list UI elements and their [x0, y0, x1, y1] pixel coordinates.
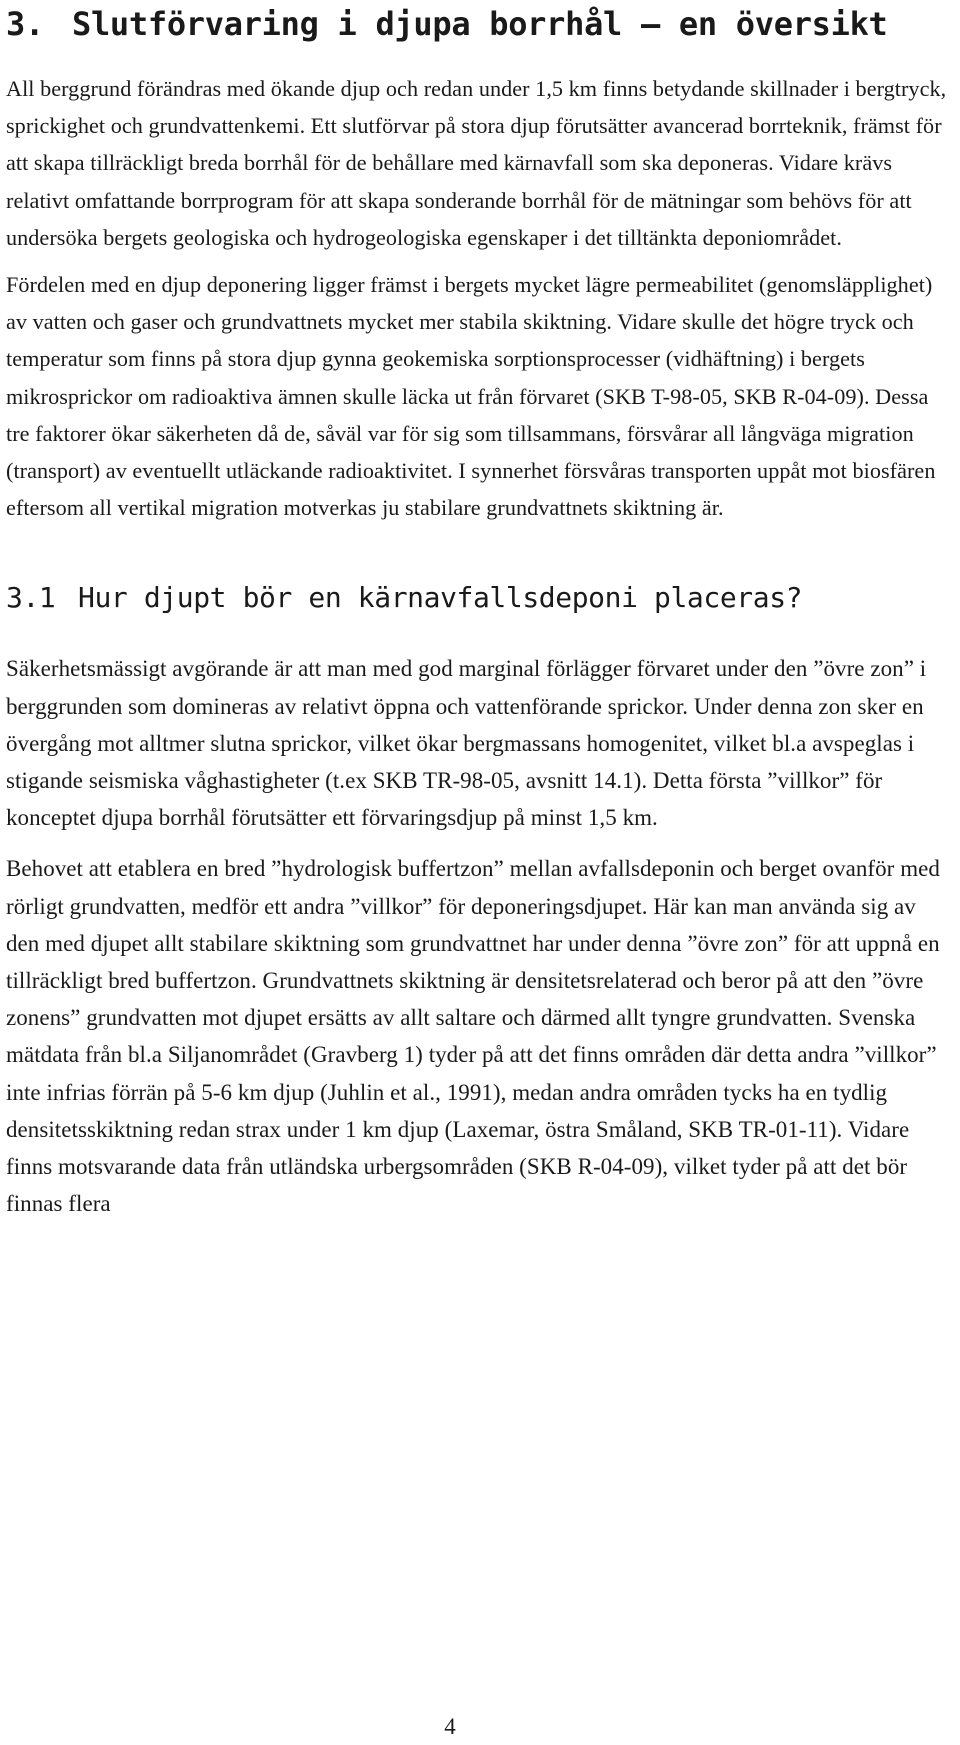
- body-paragraph: Behovet att etablera en bred ”hydrologisk buffertzon” mellan avfallsdeponin och berget ovanför med rörligt grundvatten, medför ett andra ”villkor” för deponeringsdjupet. Här kan man använda sig av den med djupet allt stabilare skiktning som grundvattnet har under denna ”övre zon” för att uppnå en tillräckligt bred buffertzon. Grundvattnets skiktning är densitetsrelaterad och beror på att den ”övre zonens” grundvatten mot djupet ersätts av allt saltare och därmed allt tyngre grundvatten. Svenska mätdata från bl.a Siljanområdet (Gravberg 1) tyder på att det finns områden där detta andra ”villkor” inte infrias förrän på 5-6 km djup (Juhlin et al., 1991), medan andra områden tycks ha en tydlig densitetsskiktning redan strax under 1 km djup (Laxemar, östra Småland, SKB TR-01-11). Vidare finns motsvarande data från utländska urbergsområden (SKB R-04-09), vilket tyder på att det bör finnas flera: [6, 856, 940, 1217]
- section-3: [6, 0, 950, 526]
- body-paragraph: Fördelen med en djup deponering ligger främst i bergets mycket lägre permeabilitet (genomsläpplighet) av vatten och gaser och grundvattnets mycket mer stabila skiktning. Vidare skulle det högre tryck och temperatur som finns på stora djup gynna geokemiska sorptionsprocesser (vidhäftning) i bergets mikrosprickor om radioaktiva ämnen skulle läcka ut från förvaret (SKB T-98-05, SKB R-04-09). Dessa tre faktorer ökar säkerheten då de, såväl var för sig som tillsammans, försvårar all långväga migration (transport) av eventuellt utläckande radioaktivitet. I synnerhet försvåras transporten uppåt mot biosfären eftersom all vertikal migration motverkas ju stabilare grundvattnets skiktning är.: [6, 272, 936, 521]
- document-page: [6, 0, 950, 1222]
- body-paragraph: All berggrund förändras med ökande djup och redan under 1,5 km finns betydande skillnader i bergtryck, sprickighet och grundvattenkemi. Ett slutförvar på stora djup förutsätter avancerad borrteknik, främst för att skapa tillräckligt breda borrhål för de behållare med kärnavfall som ska deponeras. Vidare krävs relativt omfattande borrprogram för att skapa sonderande borrhål för de mätningar som behövs för att undersöka bergets geologiska och hydrogeologiska egenskaper i det tilltänkta deponiområdet.: [6, 76, 947, 250]
- subsection-title: Hur djupt bör en kärnavfallsdeponi placeras?: [78, 581, 803, 615]
- section-3-1: [6, 578, 950, 1222]
- section-number: 3.: [6, 5, 44, 43]
- subsection-heading: [6, 578, 950, 618]
- section-heading: [6, 0, 950, 50]
- body-paragraph: Säkerhetsmässigt avgörande är att man med god marginal förlägger förvaret under den ”övre zon” i berggrunden som domineras av relativt öppna och vattenförande sprickor. Under denna zon sker en övergång mot alltmer slutna sprickor, vilket ökar bergmassans homogenitet, vilket bl.a avspeglas i stigande seismiska våghastigheter (t.ex SKB TR-98-05, avsnitt 14.1). Detta första ”villkor” för konceptet djupa borrhål förutsätter ett förvaringsdjup på minst 1,5 km.: [6, 656, 927, 831]
- section-title: Slutförvaring i djupa borrhål – en översikt: [72, 5, 888, 43]
- page-number: 4: [444, 1714, 456, 1739]
- subsection-number: 3.1: [6, 581, 56, 615]
